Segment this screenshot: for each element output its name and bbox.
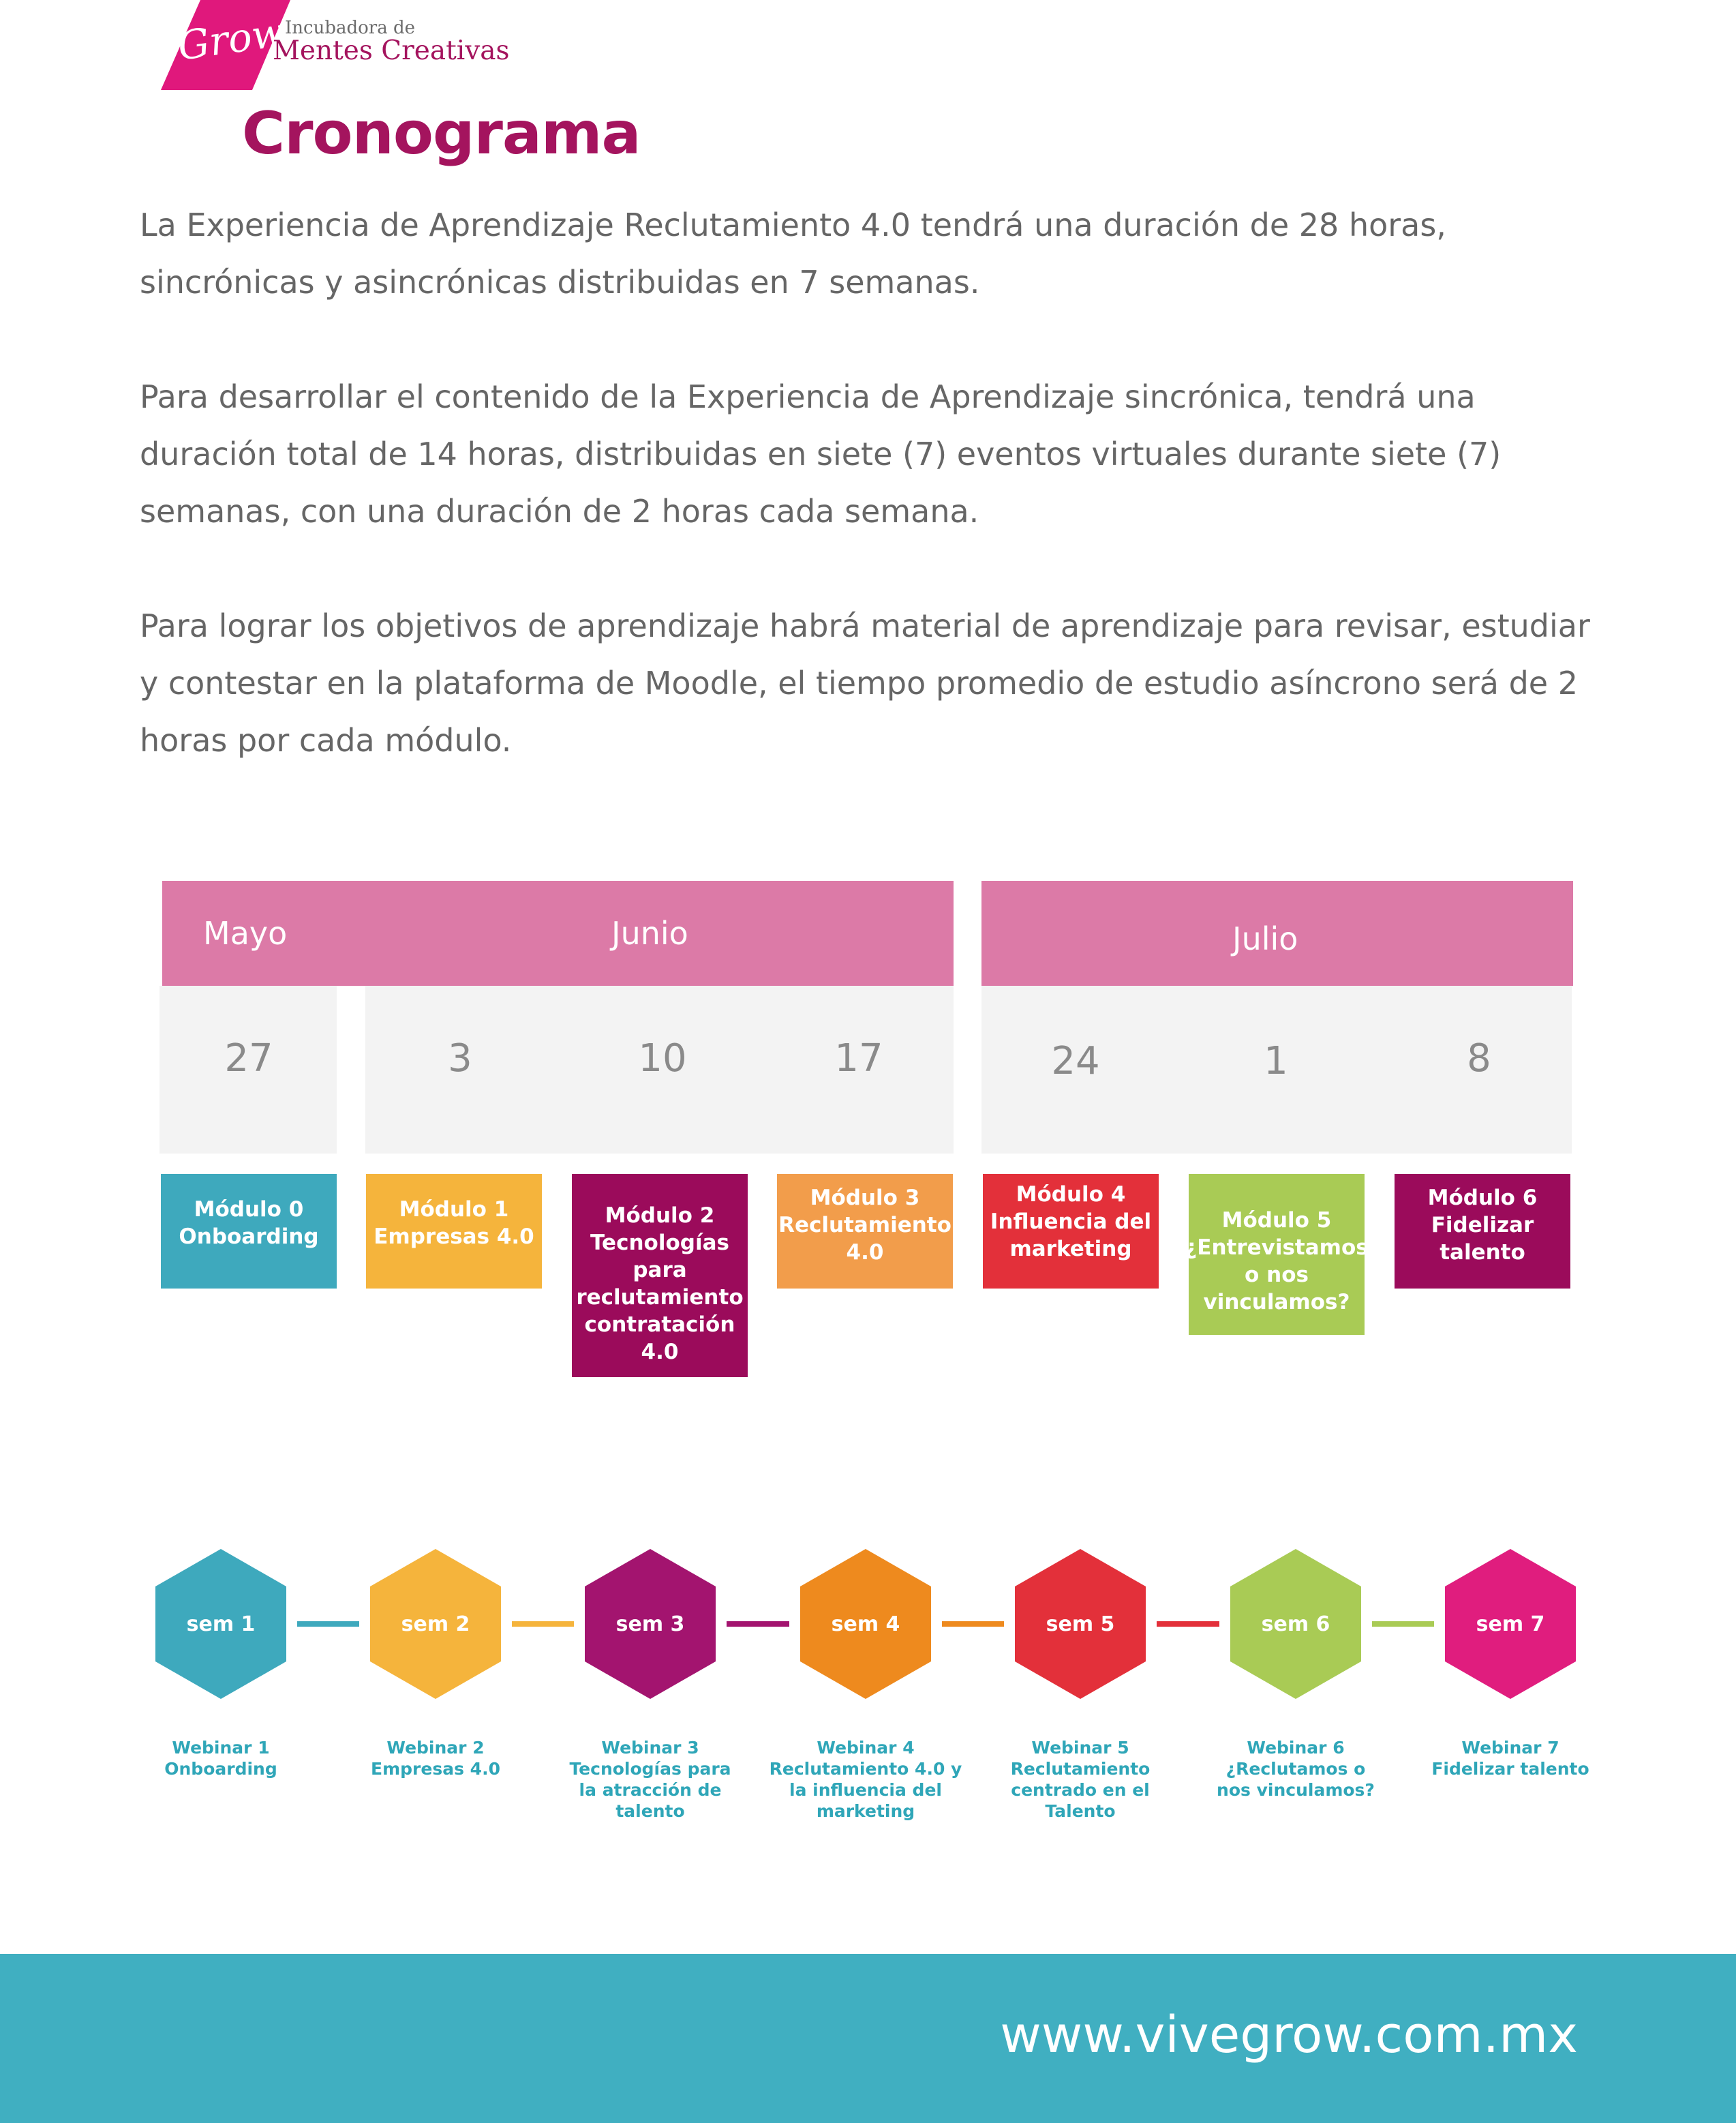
month-junio — [337, 881, 954, 986]
connector-2 — [512, 1621, 574, 1627]
week-5-label: sem 5 — [1046, 1612, 1115, 1636]
connector-4 — [942, 1621, 1004, 1627]
module-1-label: Módulo 1 Empresas 4.0 — [374, 1197, 534, 1249]
week-2-label: sem 2 — [401, 1612, 470, 1636]
module-0-label: Módulo 0 Onboarding — [179, 1197, 319, 1249]
module-5-box — [1185, 1174, 1369, 1335]
month-label-mayo: Mayo — [203, 915, 288, 952]
date-3: 3 — [448, 1036, 472, 1081]
month-julio — [981, 881, 1573, 986]
logo-line2: Mentes Creativas — [273, 35, 510, 66]
module-1-box — [366, 1174, 542, 1289]
intro-paragraph-2: Para desarrollar el contenido de la Experiencia de Aprendizaje sincrónica, tendrá una duración total de 14 horas, distribuidas en siete (7) eventos virtuales durante siete (7) semanas, con una duración de 2 horas cada semana. — [140, 378, 1502, 530]
module-3-box — [777, 1174, 953, 1289]
date-8: 8 — [1467, 1036, 1491, 1081]
module-6-box — [1395, 1174, 1570, 1289]
connector-5 — [1157, 1621, 1219, 1627]
month-label-julio: Julio — [1232, 920, 1298, 957]
month-label-junio: Junio — [611, 915, 688, 952]
date-10: 10 — [638, 1036, 687, 1081]
webinar-7-caption: Webinar 7 Fidelizar talento — [1431, 1738, 1589, 1779]
webinar-2-caption: Webinar 2 Empresas 4.0 — [371, 1738, 500, 1779]
module-5-label: Módulo 5 ¿Entrevistamos o nos vinculamos? — [1185, 1208, 1369, 1314]
webinar-6-caption: Webinar 6 ¿Reclutamos o nos vinculamos? — [1217, 1738, 1375, 1800]
webinar-5-caption: Webinar 5 Reclutamiento centrado en el Talento — [1010, 1738, 1151, 1821]
intro-paragraph-1: La Experiencia de Aprendizaje Reclutamiento 4.0 tendrá una duración de 28 horas, sincrónicas y asincrónicas distribuidas en 7 semanas. — [140, 207, 1446, 301]
hex-layer — [155, 1549, 1576, 1699]
module-6-label: Módulo 6 Fidelizar talento — [1427, 1186, 1538, 1265]
intro-paragraph-3: Para lograr los objetivos de aprendizaje habrá material de aprendizaje para revisar, estudiar y contestar en la plataforma de Moodle, el tiempo promedio de estudio asíncrono será de 2 horas por cada módulo. — [140, 607, 1590, 759]
logo-line1: Incubadora de — [285, 18, 415, 38]
connector-6 — [1372, 1621, 1434, 1627]
week-1-label: sem 1 — [186, 1612, 256, 1636]
week-3-label: sem 3 — [615, 1612, 685, 1636]
date-27: 27 — [224, 1036, 273, 1081]
connector-3 — [727, 1621, 789, 1627]
grow-logo-mark — [161, 0, 290, 90]
module-4-label: Módulo 4 Influencia del marketing — [990, 1182, 1152, 1261]
logo-script-text: Grow — [174, 8, 289, 70]
webinar-3-caption: Webinar 3 Tecnologías para la atracción de talento — [569, 1738, 731, 1821]
date-17: 17 — [834, 1036, 883, 1081]
weeks-timeline — [0, 1534, 1736, 1704]
module-3-label: Módulo 3 Reclutamiento 4.0 — [778, 1186, 951, 1265]
week-7-label: sem 7 — [1476, 1612, 1545, 1636]
date-1: 1 — [1264, 1039, 1288, 1083]
date-24: 24 — [1051, 1039, 1100, 1083]
week-6-label: sem 6 — [1261, 1612, 1330, 1636]
month-mayo — [162, 881, 337, 986]
module-4-box — [983, 1174, 1159, 1289]
webinar-1-caption: Webinar 1 Onboarding — [164, 1738, 277, 1779]
page-title: Cronograma — [242, 100, 641, 168]
module-2-label: Módulo 2 Tecnologías para reclutamiento contratación 4.0 — [576, 1203, 744, 1364]
connector-1 — [297, 1621, 359, 1627]
module-2-box — [572, 1174, 748, 1377]
webinar-4-caption: Webinar 4 Reclutamiento 4.0 y la influencia del marketing — [769, 1738, 962, 1821]
module-0-box — [161, 1174, 337, 1289]
footer-url-link[interactable]: www.vivegrow.com.mx — [1000, 2006, 1578, 2064]
week-4-label: sem 4 — [831, 1612, 900, 1636]
